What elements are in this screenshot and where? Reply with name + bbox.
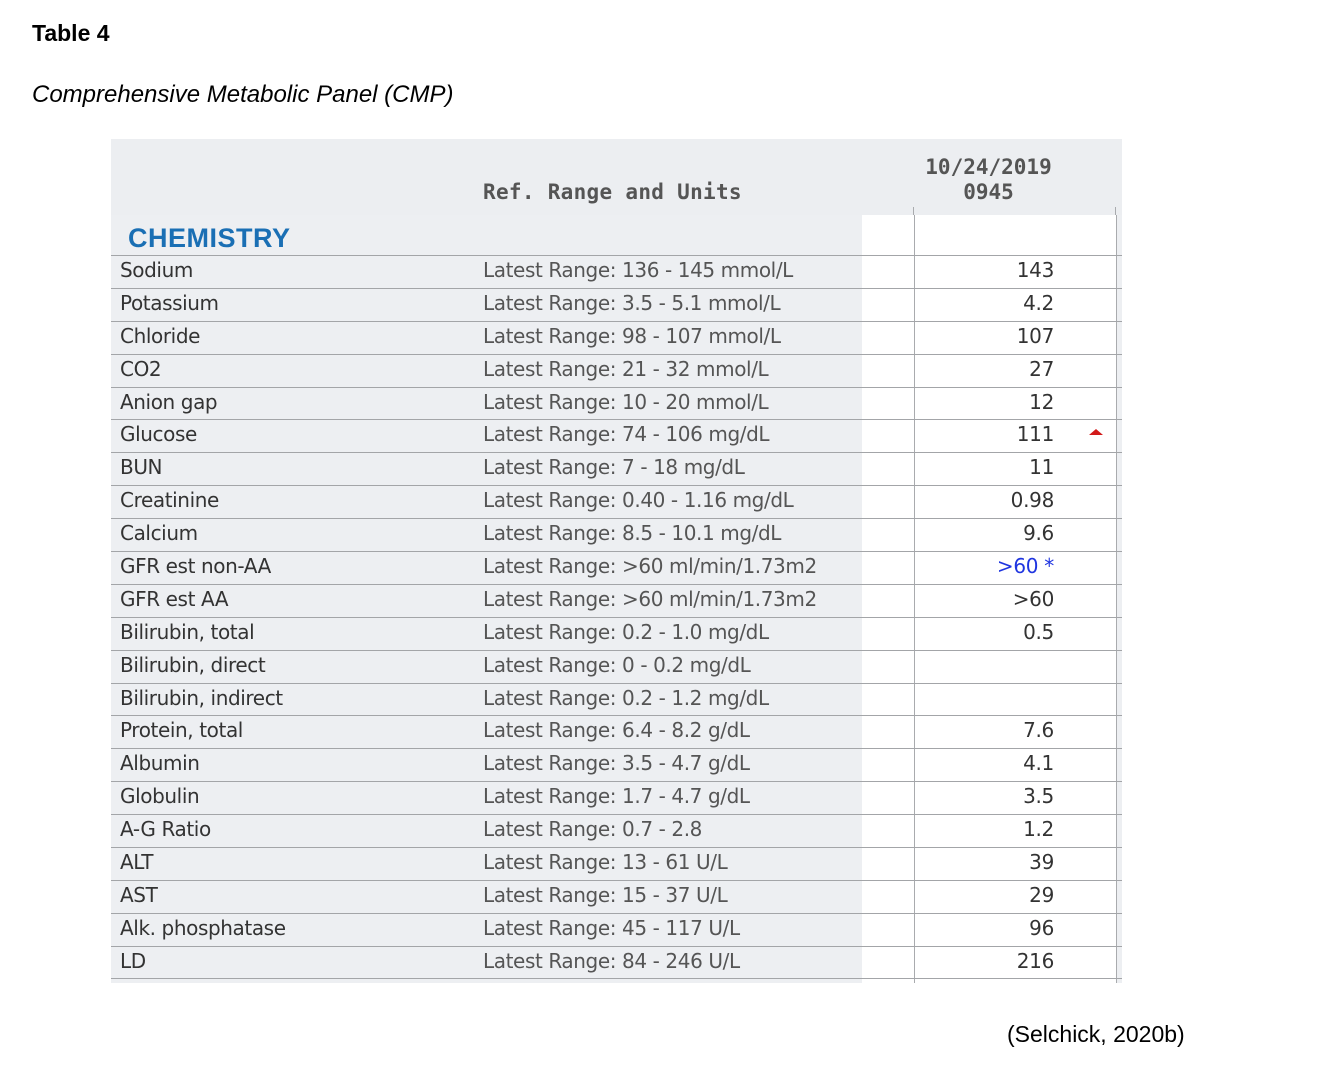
- test-name: Bilirubin, total: [120, 619, 255, 644]
- table-row: [111, 321, 1122, 354]
- result-value: 9.6: [1023, 521, 1054, 546]
- reference-range: Latest Range: 0.2 - 1.0 mg/dL: [483, 619, 769, 644]
- test-name: Glucose: [120, 422, 197, 447]
- table-row: [111, 255, 1122, 288]
- test-name: Bilirubin, indirect: [120, 685, 283, 710]
- table-row: [111, 946, 1122, 979]
- table-row: [111, 354, 1122, 387]
- table-row: [111, 781, 1122, 814]
- reference-range: Latest Range: 3.5 - 4.7 g/dL: [483, 751, 750, 776]
- result-value: 12: [1029, 389, 1054, 414]
- test-name: Globulin: [120, 784, 200, 809]
- result-time: 0945: [963, 180, 1014, 204]
- table-row: [111, 650, 1122, 683]
- table-row: [111, 419, 1122, 452]
- test-name: Protein, total: [120, 718, 243, 743]
- result-value: 4.2: [1023, 290, 1054, 315]
- result-value: 4.1: [1023, 751, 1054, 776]
- reference-range: Latest Range: 0.2 - 1.2 mg/dL: [483, 685, 769, 710]
- lab-results-panel: [111, 139, 1122, 983]
- high-flag-icon: [1089, 429, 1103, 435]
- table-row: [111, 518, 1122, 551]
- reference-range: Latest Range: >60 ml/min/1.73m2: [483, 554, 817, 579]
- test-name: LD: [120, 948, 146, 973]
- panel-header: [111, 139, 1122, 215]
- table-row: [111, 814, 1122, 847]
- reference-range: Latest Range: 15 - 37 U/L: [483, 882, 728, 907]
- reference-range: Latest Range: 98 - 107 mmol/L: [483, 323, 781, 348]
- result-value: 216: [1016, 948, 1054, 973]
- table-row: [111, 683, 1122, 716]
- result-value: >60: [1012, 586, 1054, 611]
- table-row: [111, 617, 1122, 650]
- result-value: 7.6: [1023, 718, 1054, 743]
- test-name: Sodium: [120, 258, 193, 282]
- test-name: Creatinine: [120, 488, 219, 513]
- test-name: Anion gap: [120, 389, 218, 414]
- result-value: 143: [1016, 258, 1054, 282]
- result-value: 29: [1029, 882, 1054, 907]
- reference-range: Latest Range: 8.5 - 10.1 mg/dL: [483, 521, 782, 546]
- table-row: [111, 288, 1122, 321]
- reference-range: Latest Range: 7 - 18 mg/dL: [483, 455, 745, 480]
- result-value: 111: [1016, 422, 1054, 447]
- reference-range: Latest Range: 10 - 20 mmol/L: [483, 389, 769, 414]
- reference-range: Latest Range: 45 - 117 U/L: [483, 915, 740, 940]
- reference-range: Latest Range: 0.40 - 1.16 mg/dL: [483, 488, 794, 513]
- test-name: GFR est non-AA: [120, 554, 271, 579]
- test-name: Alk. phosphatase: [120, 915, 286, 940]
- result-value: 0.5: [1023, 619, 1054, 644]
- table-row: [111, 584, 1122, 617]
- reference-range: Latest Range: 74 - 106 mg/dL: [483, 422, 770, 447]
- result-value: 39: [1029, 850, 1054, 875]
- reference-range: Latest Range: 3.5 - 5.1 mmol/L: [483, 290, 781, 315]
- table-row: [111, 452, 1122, 485]
- table-row: [111, 551, 1122, 584]
- test-name: Bilirubin, direct: [120, 652, 266, 677]
- test-name: BUN: [120, 455, 163, 480]
- table-row: [111, 715, 1122, 748]
- ref-range-header: Ref. Range and Units: [483, 180, 742, 204]
- reference-range: Latest Range: 136 - 145 mmol/L: [483, 258, 793, 282]
- table-row: [111, 387, 1122, 420]
- reference-range: Latest Range: 13 - 61 U/L: [483, 850, 728, 875]
- table-row: [111, 913, 1122, 946]
- result-value: 27: [1029, 356, 1054, 381]
- result-value: 11: [1029, 455, 1054, 480]
- table-row: [111, 748, 1122, 781]
- result-date-header[interactable]: [911, 155, 1066, 205]
- test-name: Potassium: [120, 290, 219, 315]
- result-value: 96: [1029, 915, 1054, 940]
- result-value-link[interactable]: >60 *: [996, 554, 1054, 579]
- table-row: [111, 880, 1122, 913]
- reference-range: Latest Range: 84 - 246 U/L: [483, 948, 740, 973]
- reference-range: Latest Range: 0.7 - 2.8: [483, 817, 702, 842]
- result-value: 107: [1016, 323, 1054, 348]
- table-row: [111, 485, 1122, 518]
- reference-range: Latest Range: 6.4 - 8.2 g/dL: [483, 718, 750, 743]
- section-label-chemistry: CHEMISTRY: [128, 223, 291, 253]
- reference-range: Latest Range: 0 - 0.2 mg/dL: [483, 652, 751, 677]
- citation: (Selchick, 2020b): [1007, 1021, 1185, 1047]
- reference-range: Latest Range: >60 ml/min/1.73m2: [483, 586, 817, 611]
- test-name: A-G Ratio: [120, 817, 211, 842]
- test-name: ALT: [120, 850, 154, 875]
- result-date: 10/24/2019: [925, 155, 1052, 179]
- document-subtitle: Comprehensive Metabolic Panel (CMP): [32, 81, 454, 108]
- test-name: Albumin: [120, 751, 200, 776]
- test-name: AST: [120, 882, 158, 907]
- document-title: Table 4: [32, 20, 110, 46]
- result-value: 0.98: [1010, 488, 1054, 513]
- test-name: CO2: [120, 356, 162, 381]
- column-divider: [1115, 207, 1116, 215]
- test-name: Calcium: [120, 521, 198, 546]
- table-row: [111, 847, 1122, 880]
- reference-range: Latest Range: 1.7 - 4.7 g/dL: [483, 784, 750, 809]
- test-name: Chloride: [120, 323, 201, 348]
- reference-range: Latest Range: 21 - 32 mmol/L: [483, 356, 769, 381]
- result-value: 3.5: [1023, 784, 1054, 809]
- test-name: GFR est AA: [120, 586, 229, 611]
- column-divider: [913, 207, 914, 215]
- result-value: 1.2: [1023, 817, 1054, 842]
- result-rows: [111, 255, 1122, 979]
